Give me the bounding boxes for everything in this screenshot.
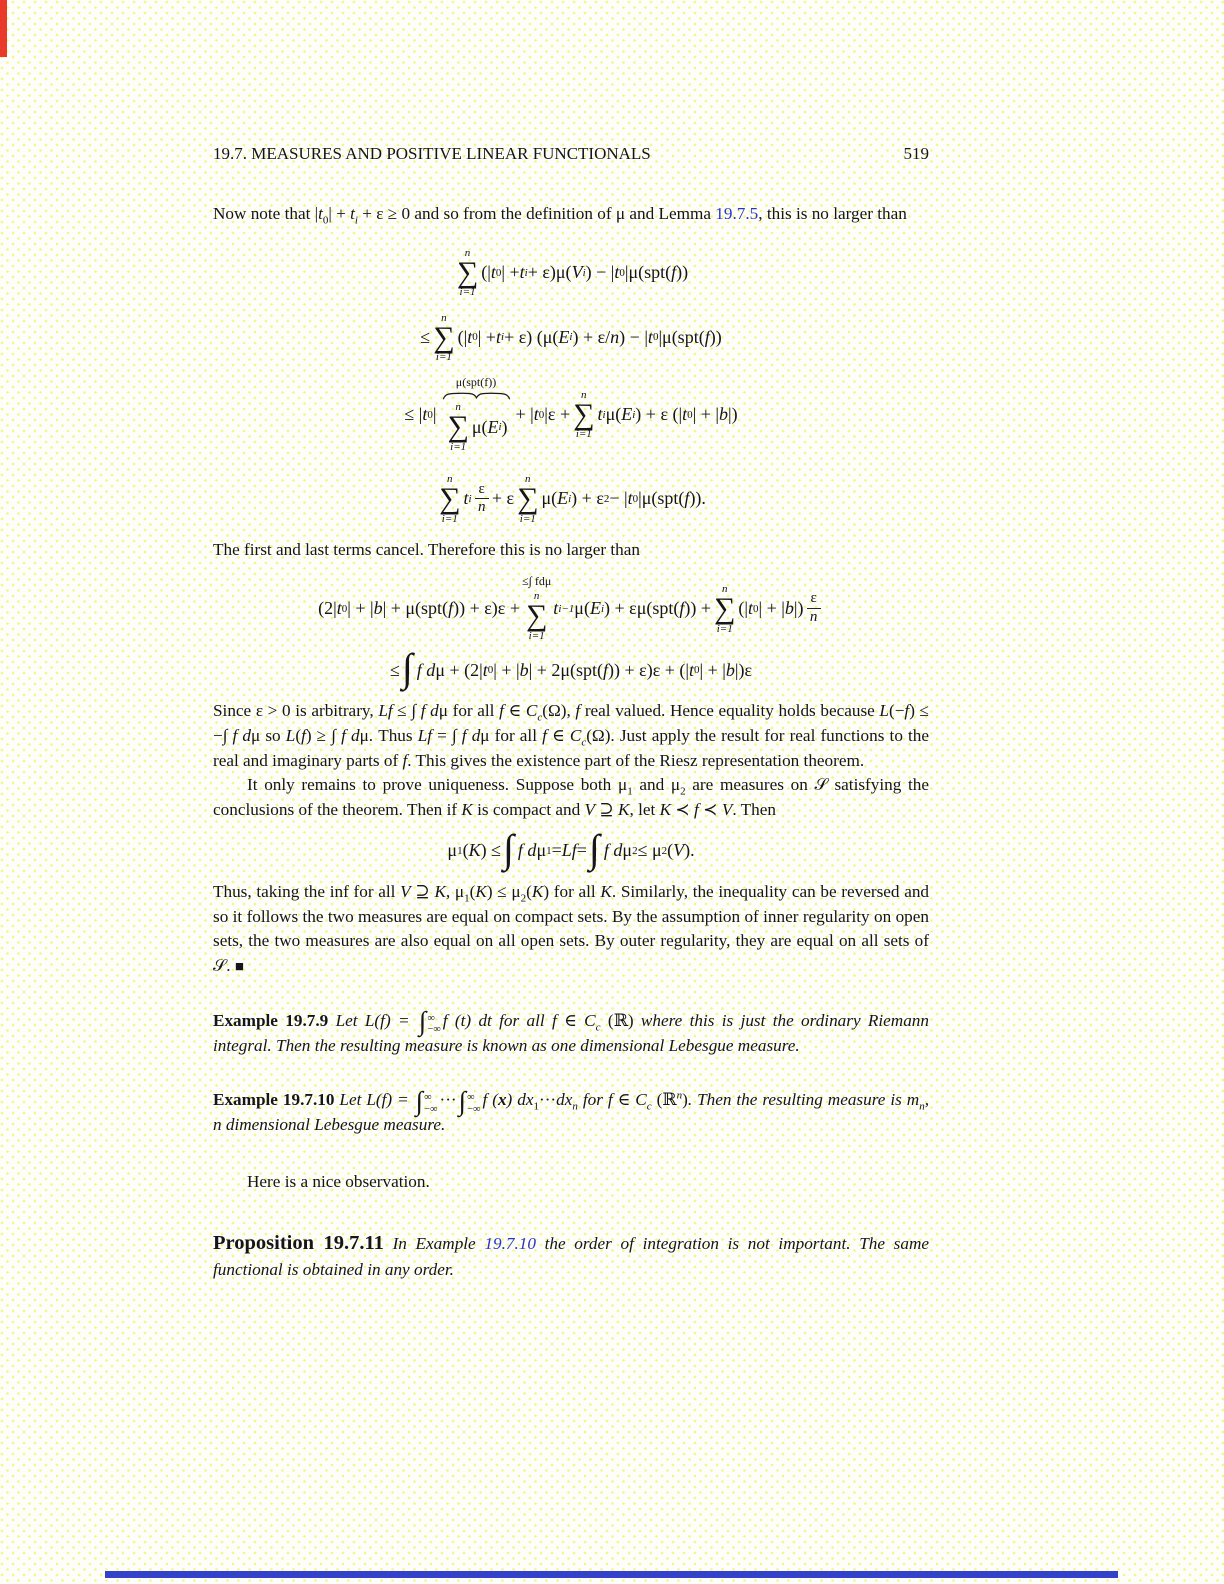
text-run: K xyxy=(600,881,612,901)
text-run: t xyxy=(647,326,653,347)
text-run: t xyxy=(614,262,620,283)
scan-artifact-blue xyxy=(105,1571,1118,1578)
text-run: c xyxy=(581,736,587,749)
example-label: Example 19.7.10 xyxy=(213,1090,335,1110)
text-run: = ∫ xyxy=(432,725,462,745)
text-run: − | xyxy=(609,488,628,509)
text-run: (− xyxy=(888,701,905,721)
text-run: Lf xyxy=(561,840,577,861)
text-run: t xyxy=(463,488,469,509)
text-run: μ so xyxy=(251,725,286,745)
text-run: ( xyxy=(375,1090,382,1110)
text-run: K xyxy=(461,800,473,820)
text-run: ( xyxy=(295,725,302,745)
text-run: Lf xyxy=(417,725,433,745)
text-run: V xyxy=(673,840,685,861)
text-run: | + xyxy=(477,326,496,347)
text-run: f xyxy=(482,1090,493,1110)
text-run: |μ(spt( xyxy=(658,326,705,347)
text-run: ) − | xyxy=(619,326,648,347)
example-label: x xyxy=(497,1090,507,1110)
text-run: ) for all xyxy=(543,881,601,901)
text-run: 2 xyxy=(520,892,527,905)
text-run: . Then xyxy=(732,800,776,820)
text-run: t xyxy=(482,659,488,680)
text-run: and μ xyxy=(632,775,681,795)
body-text xyxy=(213,202,929,1283)
text-run: t xyxy=(318,204,323,223)
text-run: μ xyxy=(536,840,547,861)
text-run: ⊇ xyxy=(595,800,619,820)
text-run: In Example xyxy=(392,1233,485,1253)
integral-sign: ∫ xyxy=(401,645,413,691)
text-run: | + | xyxy=(692,404,719,425)
text-run: |μ(spt( xyxy=(638,488,685,509)
text-run: ( xyxy=(526,881,532,901)
text-run: , μ xyxy=(445,881,465,901)
text-run: (Ω). Just apply the result for real functions to the real and imaginary parts of xyxy=(213,725,930,770)
text-run: 0 xyxy=(322,214,329,227)
text-run: t xyxy=(553,598,559,619)
text-run: + ε)μ( xyxy=(527,262,572,283)
cross-reference-link[interactable]: 19.7.10 xyxy=(484,1233,536,1253)
text-run: ) ≤ xyxy=(480,840,501,861)
text-run: E xyxy=(557,488,569,509)
integral-sign: ∫ xyxy=(502,825,514,871)
text-run: )) + ε)ε + xyxy=(453,598,520,619)
text-run: μ( xyxy=(471,416,488,437)
summation-operator: n ∑ i=1 xyxy=(525,590,548,642)
text-run: ≺ xyxy=(698,800,722,820)
text-run: K xyxy=(659,800,672,820)
text-run: f d xyxy=(517,840,537,861)
text-run: t xyxy=(350,204,355,223)
text-run: are measures on 𝒮 satisfying the conclusions of the theorem. Then if xyxy=(213,775,930,820)
text-run: | + | xyxy=(758,598,785,619)
text-run: μ for all xyxy=(480,725,543,745)
display-equation: ≤ | t 0 | μ(spt(f)) n ∑ i=1 μ( E i ) + | t 0 |ε + n ∑ i=1 t i μ( E i ) + ε (| t 0 | + | b |) xyxy=(404,375,738,453)
text-run: Now note that | xyxy=(213,204,319,223)
text-run: b xyxy=(718,404,728,425)
text-run: ··· xyxy=(439,1090,457,1110)
example-label: Example 19.7.9 xyxy=(213,1010,329,1030)
text-run: | + xyxy=(501,262,520,283)
text-run: t xyxy=(748,598,754,619)
text-run: f xyxy=(671,262,677,283)
text-run: t xyxy=(533,404,539,425)
text-run: f xyxy=(542,725,547,745)
text-run: ≤ xyxy=(389,659,400,680)
text-run: t xyxy=(495,326,501,347)
text-run: (2| xyxy=(318,598,337,619)
text-run: | + μ(spt( xyxy=(382,598,449,619)
text-run: f xyxy=(694,800,699,820)
text-run: )) xyxy=(709,326,722,347)
text-run xyxy=(328,1011,335,1030)
text-run: b xyxy=(519,659,529,680)
text-run: f xyxy=(381,1090,387,1110)
fraction: $\frac{\varepsilon}{n}$ xyxy=(807,591,821,626)
text-run: μ( xyxy=(541,488,558,509)
text-run: f xyxy=(679,598,685,619)
text-run: f xyxy=(684,488,690,509)
summation-operator: n ∑ i=1 xyxy=(439,472,461,525)
text-run: K xyxy=(475,881,487,901)
text-run: |μ(spt( xyxy=(624,262,672,283)
text-run: μ + (2| xyxy=(435,659,483,680)
text-run: μ xyxy=(447,840,458,861)
summation-operator: n ∑ i=1 xyxy=(433,311,455,364)
text-run: μ. Thus xyxy=(359,725,418,745)
text-run: n xyxy=(572,1100,578,1113)
text-run: c xyxy=(537,711,543,724)
text-run: ) ≤ −∫ xyxy=(213,701,929,745)
text-run: f xyxy=(301,725,306,745)
text-run: f xyxy=(575,701,581,721)
text-run: V xyxy=(584,800,596,820)
running-header xyxy=(213,144,929,164)
text-run: dx xyxy=(556,1090,573,1110)
text-run: L xyxy=(285,725,296,745)
text-run: f xyxy=(448,598,454,619)
text-run: ) − | xyxy=(585,262,615,283)
text-run: t xyxy=(460,1010,466,1030)
text-run: (| xyxy=(481,262,491,283)
text-run: f d xyxy=(416,659,436,680)
text-run: + ε) (μ( xyxy=(504,326,559,347)
text-run: , let xyxy=(629,800,660,820)
text-run: f d xyxy=(232,725,252,745)
text-run: μ for all xyxy=(438,701,500,721)
text-run: ( xyxy=(374,1010,381,1030)
text-run: f xyxy=(704,326,710,347)
text-run: |) xyxy=(727,404,738,425)
text-run: μ( xyxy=(574,598,590,619)
text-run: f xyxy=(442,1010,455,1030)
text-run: μ( xyxy=(605,404,622,425)
text-run: E xyxy=(621,404,633,425)
text-run: n xyxy=(676,1089,683,1102)
text-run: V xyxy=(400,881,411,901)
text-run: = xyxy=(576,840,587,861)
paragraph xyxy=(213,1170,929,1195)
overbrace-label: ≤∫ fdμ xyxy=(521,574,552,589)
page-content xyxy=(213,0,929,1283)
text-run: b xyxy=(373,598,383,619)
text-run: L xyxy=(879,701,889,721)
text-run: 1 xyxy=(627,785,633,798)
paragraph xyxy=(213,1006,929,1059)
text-run: , n dimensional Lebesgue measure. xyxy=(213,1090,929,1135)
text-run: K xyxy=(434,881,446,901)
text-run: )). xyxy=(689,488,706,509)
text-run: t xyxy=(682,404,688,425)
integral-with-limits: ∫ ∞ −∞ xyxy=(415,1085,438,1116)
summation-operator: n ∑ i=1 xyxy=(517,472,539,525)
page-number: 519 xyxy=(903,144,929,163)
text-run: ) ≥ ∫ xyxy=(305,725,342,745)
text-run: f xyxy=(904,701,910,721)
text-run: ) xyxy=(501,416,508,437)
text-run: ) = xyxy=(386,1090,414,1110)
text-run: Since ε > 0 is arbitrary, xyxy=(213,701,379,721)
text-run: ≤ xyxy=(420,326,431,347)
annotated-term: μ(spt(f)) n ∑ i=1 μ( E i ) xyxy=(439,376,514,453)
text-run: . Then the resulting measure is m xyxy=(687,1090,920,1110)
text-run: (ℝ) xyxy=(600,1010,634,1030)
integral-sign: ∫ xyxy=(588,825,600,871)
text-run: + | xyxy=(515,404,534,425)
text-run: f d xyxy=(603,840,623,861)
display-equation: n ∑ i=1 t i $\frac{\varepsilon}{n}$ + ε n ∑ i=1 μ( E i ) + ε 2 − | t 0 |μ(spt( f )). xyxy=(439,472,706,525)
text-run: is compact and xyxy=(472,800,585,820)
text-run: , this is no larger than xyxy=(758,204,907,223)
text-run: Thus, taking the inf for all xyxy=(213,881,401,901)
paragraph xyxy=(213,1085,929,1138)
display-equation: n ∑ i=1 (| t 0 | + t i + ε)μ( V i ) − | t 0 |μ(spt( f )) xyxy=(456,246,689,299)
text-run: (| xyxy=(457,326,468,347)
text-run: V xyxy=(571,262,583,283)
cross-reference-link[interactable]: 19.7.5 xyxy=(715,204,759,223)
paragraph xyxy=(213,773,929,823)
text-run: 1 xyxy=(533,1100,539,1113)
text-run: where this is just the ordinary Riemann integral. Then the resulting measure is known as one dimensional Lebesgue measure. xyxy=(213,1010,929,1055)
text-run: ≤ μ xyxy=(637,840,662,861)
text-run: ( xyxy=(492,1090,498,1110)
text-run: C xyxy=(635,1090,647,1110)
text-run: t xyxy=(597,404,603,425)
text-run: ) = xyxy=(384,1010,417,1030)
text-run xyxy=(384,1234,393,1253)
text-run: c xyxy=(595,1021,601,1034)
text-run: i xyxy=(354,214,358,227)
text-run: The first and last terms cancel. Therefore this is no larger than xyxy=(213,539,640,559)
text-run: ■ xyxy=(234,959,244,976)
overbrace-label: μ(spt(f)) xyxy=(455,375,497,390)
text-run: It only remains to prove uniqueness. Suppose both μ xyxy=(247,775,628,795)
text-run: K xyxy=(531,881,544,901)
display-equation: ≤ n ∑ i=1 (| t 0 | + t i + ε) (μ( E i ) + ε/ n ) − | t 0 |μ(spt( f )) xyxy=(420,311,722,364)
text-run: real valued. Hence equality holds because xyxy=(580,701,880,721)
text-run: ⊇ xyxy=(410,881,435,901)
integral-with-limits: ∫ ∞ −∞ xyxy=(458,1085,481,1116)
text-run: . Similarly, the inequality can be reversed and so it follows the two measures are equal on compact sets. By the assumption of inner regularity on open sets, the two measures are also equal on all open sets. By outer regularity, they are equal on all sets of 𝒮. xyxy=(213,881,930,976)
text-run: (| xyxy=(738,598,749,619)
text-run: ≤ | xyxy=(404,404,423,425)
paragraph xyxy=(213,202,929,227)
text-run: f xyxy=(380,1010,385,1030)
text-run: )) xyxy=(676,262,689,283)
text-run: t xyxy=(689,659,695,680)
text-run: ( xyxy=(469,881,476,901)
text-run: |) xyxy=(793,598,804,619)
text-run: t xyxy=(519,262,525,283)
text-run: ∈ xyxy=(612,1090,636,1110)
text-run: C xyxy=(525,701,538,721)
text-run: c xyxy=(646,1100,652,1113)
text-run: b xyxy=(784,598,794,619)
text-run: C xyxy=(584,1010,596,1030)
text-run: t xyxy=(627,488,633,509)
text-run: μ xyxy=(622,840,633,861)
text-run: Let L xyxy=(339,1090,376,1110)
text-run: Lf xyxy=(378,701,393,721)
text-run: )) + xyxy=(684,598,712,619)
summation-operator: n ∑ i=1 xyxy=(447,401,469,453)
text-run: + ε xyxy=(491,488,515,509)
text-run: K xyxy=(618,800,630,820)
text-run: ) + εμ(spt( xyxy=(604,598,680,619)
text-run: | xyxy=(432,404,437,425)
text-run: ≤ ∫ xyxy=(392,701,421,721)
text-run: | + | xyxy=(347,598,374,619)
text-run: ··· xyxy=(538,1090,557,1110)
text-run: ) xyxy=(682,1090,688,1110)
text-run: t xyxy=(467,326,473,347)
text-run: |)ε xyxy=(734,659,753,680)
display-equation: ≤ ∫ f d μ + (2| t 0 | + | b | + 2μ(spt( f )) + ε)ε + (| t 0 | + | b |)ε xyxy=(389,645,753,691)
summation-operator: n ∑ i=1 xyxy=(456,246,479,299)
text-run: E xyxy=(487,416,499,437)
text-run: ( xyxy=(454,1010,461,1030)
annotated-term xyxy=(522,575,551,642)
text-run: f xyxy=(603,659,609,680)
paragraph xyxy=(213,538,929,563)
text-run: ). xyxy=(684,840,695,861)
display-equation: μ 1 ( K ) ≤ ∫ f d μ 1 = Lf = ∫ f d μ 2 ≤ μ 2 ( V ). xyxy=(447,825,695,871)
text-run: ∈ xyxy=(556,1010,585,1030)
text-run: E xyxy=(558,326,570,347)
text-run: (ℝ xyxy=(651,1090,677,1110)
text-run: 2 xyxy=(680,785,686,798)
text-run: t xyxy=(490,262,496,283)
text-run: C xyxy=(569,725,582,745)
text-run: ) xyxy=(506,1090,513,1110)
text-run: t xyxy=(422,404,428,425)
text-run: ≺ xyxy=(671,800,695,820)
text-run: Let L xyxy=(335,1010,375,1030)
text-run: f xyxy=(402,750,408,770)
text-run: Here is a nice observation. xyxy=(247,1171,430,1191)
text-run: K xyxy=(468,840,481,861)
text-run: = xyxy=(551,840,562,861)
text-run: the order of integration is not important. The same functional is obtained in any order. xyxy=(213,1233,929,1280)
text-run: t xyxy=(336,598,342,619)
paragraph xyxy=(213,880,929,979)
text-run: ) + ε/ xyxy=(572,326,611,347)
summation-operator: n ∑ i=1 xyxy=(573,388,595,441)
fraction: $\frac{\varepsilon}{n}$ xyxy=(475,482,489,517)
text-run: ) + ε (| xyxy=(635,404,683,425)
text-run: )) + ε)ε + (| xyxy=(608,659,690,680)
text-run: f xyxy=(499,701,504,721)
text-run: ) ≤ μ xyxy=(486,881,521,901)
text-run: b xyxy=(725,659,735,680)
text-run: ( xyxy=(462,840,469,861)
text-run: dt for all f xyxy=(471,1010,557,1030)
text-run: |ε + xyxy=(544,404,571,425)
text-run: V xyxy=(721,800,733,820)
text-run: f d xyxy=(420,701,439,721)
text-run: | + xyxy=(328,204,351,223)
text-run: ∈ xyxy=(503,701,526,721)
text-run: ( xyxy=(667,840,674,861)
text-run: ∈ xyxy=(546,725,570,745)
display-equation: (2| t 0 | + | b | + μ(spt( f )) + ε)ε + ≤∫ fdμ n ∑ i=1 t i−1 μ( E i ) + εμ(spt( f )) + n ∑ i=1 (| t 0 | + | b |) $\frac{\varepsilon}{n}$ xyxy=(213,575,929,642)
text-run: | + 2μ(spt( xyxy=(528,659,603,680)
text-run: | + | xyxy=(493,659,520,680)
text-run: for f xyxy=(577,1090,613,1110)
text-run: (Ω), xyxy=(542,701,576,721)
text-run: E xyxy=(589,598,601,619)
overbrace-icon xyxy=(442,391,511,400)
scan-artifact-red xyxy=(0,0,7,57)
proposition-label: Proposition 19.7.11 xyxy=(213,1231,384,1254)
text-run: dx xyxy=(512,1090,534,1110)
text-run: f d xyxy=(341,725,360,745)
text-run: 1 xyxy=(464,892,470,905)
text-run: f d xyxy=(461,725,481,745)
paragraph xyxy=(213,699,929,773)
text-run: ) + ε xyxy=(571,488,604,509)
section-title: 19.7. MEASURES AND POSITIVE LINEAR FUNCTIONALS xyxy=(213,144,651,163)
text-run: + ε ≥ 0 and so from the definition of μ and Lemma xyxy=(357,204,716,223)
text-run: n xyxy=(919,1100,925,1113)
text-run: | + | xyxy=(699,659,726,680)
summation-operator: n ∑ i=1 xyxy=(714,582,736,635)
text-run: . This gives the existence part of the Riesz representation theorem. xyxy=(407,750,865,770)
integral-with-limits: ∫ ∞ −∞ xyxy=(418,1006,441,1037)
text-run: ) xyxy=(465,1010,472,1030)
paragraph xyxy=(213,1229,929,1283)
text-run: n xyxy=(610,326,620,347)
